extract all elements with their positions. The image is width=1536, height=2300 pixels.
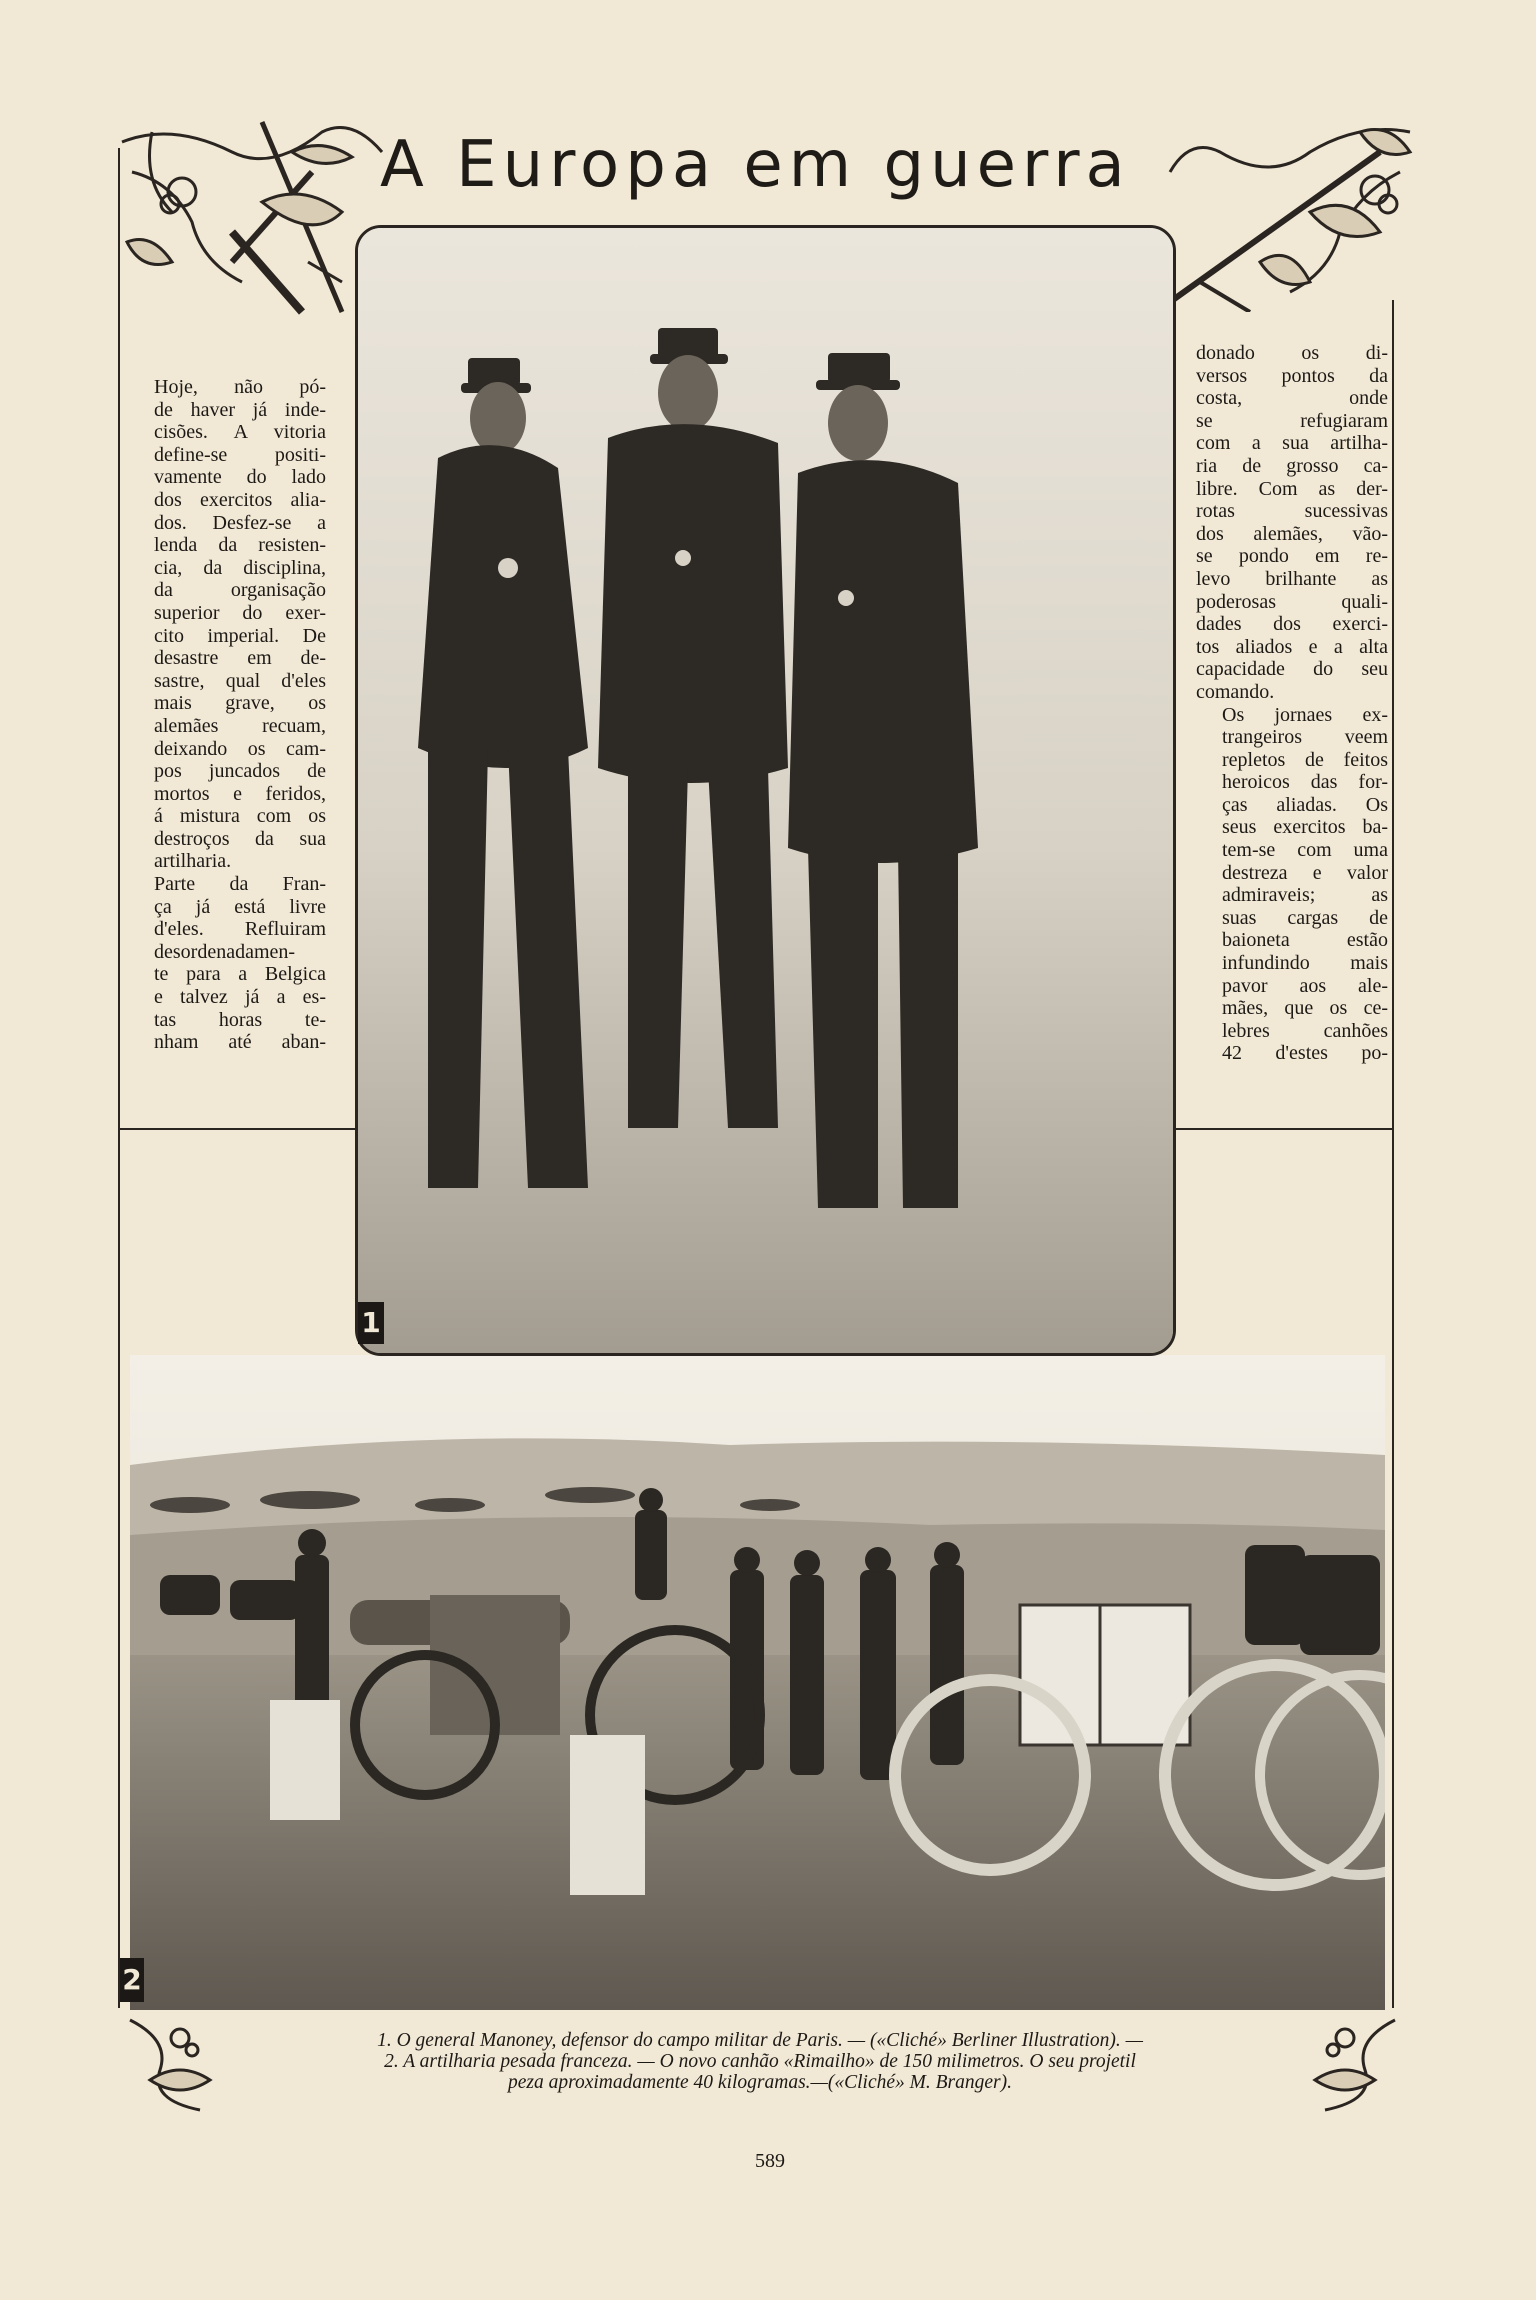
text-line: define-se positi- [154, 443, 326, 466]
text-line: com a sua artilha- [1196, 432, 1388, 455]
text-line: infundindo mais [1222, 952, 1388, 975]
artillery-photo [130, 1355, 1385, 2010]
right-paragraph-2 [1196, 704, 1388, 1066]
text-line: á mistura com os [154, 805, 326, 828]
text-line: suas cargas de [1222, 906, 1388, 929]
text-line: capacidade do seu [1196, 658, 1388, 681]
text-line: sastre, qual d'eles [154, 669, 326, 692]
text-line: ria de grosso ca- [1196, 454, 1388, 477]
text-line: vamente do lado [154, 466, 326, 489]
text-line: lebres canhões [1222, 1019, 1388, 1042]
text-line: dades dos exerci- [1196, 613, 1388, 636]
text-line: mães, que os ce- [1222, 997, 1388, 1020]
text-line: destroços da sua [154, 827, 326, 850]
frame-mid-left-rule [118, 1128, 358, 1130]
right-paragraph-1 [1196, 342, 1388, 704]
text-line: se refugiaram [1196, 409, 1388, 432]
top-right-flourish-ornament [1160, 112, 1420, 312]
text-line: se pondo em re- [1196, 545, 1388, 568]
text-line: baioneta estão [1222, 929, 1388, 952]
left-text-column [128, 376, 326, 1054]
text-line: donado os di- [1196, 342, 1388, 364]
frame-bottom-left-rule [118, 1128, 120, 2008]
text-line: superior do exer- [154, 601, 326, 624]
text-line: artilharia. [154, 850, 232, 873]
text-line: rotas sucessivas [1196, 500, 1388, 523]
text-line: nham até aban- [154, 1031, 326, 1054]
text-line: tem-se com uma [1222, 839, 1388, 862]
text-line: tas horas te- [154, 1008, 326, 1031]
text-line: Os jornaes ex- [1222, 703, 1388, 726]
text-line: mortos e feridos, [154, 782, 326, 805]
text-line: dos alemães, vão- [1196, 522, 1388, 545]
text-line: admiraveis; as [1222, 884, 1388, 907]
text-line: de haver já inde- [154, 398, 326, 421]
text-line: desastre em de- [154, 647, 326, 670]
text-line: libre. Com as der- [1196, 477, 1388, 500]
text-line: ças aliadas. Os [1222, 793, 1388, 816]
text-line: pavor aos ale- [1222, 974, 1388, 997]
text-line: d'eles. Refluiram [154, 918, 326, 941]
text-line: tos aliados e a alta [1196, 635, 1388, 658]
text-line: Hoje, não pó- [154, 376, 326, 398]
text-line: pos juncados de [154, 760, 326, 783]
text-line: trangeiros veem [1222, 726, 1388, 749]
page-number: 589 [755, 2150, 785, 2172]
text-line: versos pontos da [1196, 364, 1388, 387]
artillery-photo-illustration [130, 1355, 1385, 2010]
text-line: destreza e valor [1222, 861, 1388, 884]
text-line: da organisação [154, 579, 326, 602]
text-line: cia, da disciplina, [154, 556, 326, 579]
text-line: te para a Belgica [154, 963, 326, 986]
left-paragraph-1 [128, 376, 326, 873]
frame-mid-right-rule [1168, 1128, 1394, 1130]
generals-photo-illustration [358, 228, 1173, 1353]
caption-line-3: peza aproximadamente 40 kilogramas.—(«Cliché» M. Branger). [507, 2072, 1013, 2093]
page-title: A Europa em guerra [380, 128, 1131, 202]
photo-1-number-label: 1 [358, 1302, 384, 1344]
bottom-right-flourish-ornament [1295, 2010, 1405, 2120]
text-line: poderosas quali- [1196, 590, 1388, 613]
frame-bottom-right-rule [1392, 1128, 1394, 2008]
photo-2-number-label: 2 [120, 1958, 144, 2002]
text-line: heroicos das for- [1222, 771, 1388, 794]
caption-line-1: 1. O general Manoney, defensor do campo militar de Paris. — («Cliché» Berliner Illustration). — [377, 2030, 1143, 2051]
left-paragraph-2 [128, 873, 326, 1054]
right-text-column [1196, 342, 1388, 1065]
text-line: lenda da resisten- [154, 534, 326, 557]
text-line: costa, onde [1196, 387, 1388, 410]
text-line: seus exercitos ba- [1222, 816, 1388, 839]
text-line: deixando os cam- [154, 737, 326, 760]
text-line: mais grave, os [154, 692, 326, 715]
text-line: alemães recuam, [154, 714, 326, 737]
text-line: 42 d'estes po- [1222, 1042, 1388, 1065]
photo-caption [240, 2030, 1280, 2093]
text-line: e talvez já a es- [154, 986, 326, 1009]
text-line: cisões. A vitoria [154, 421, 326, 444]
text-line: comando. [1196, 680, 1275, 703]
caption-line-2: 2. A artilharia pesada franceza. — O novo canhão «Rimailho» de 150 milimetros. O seu projetil [384, 2051, 1136, 2072]
text-line: levo brilhante as [1196, 567, 1388, 590]
text-line: dos. Desfez-se a [154, 511, 326, 534]
generals-photo [355, 225, 1176, 1356]
bottom-left-flourish-ornament [120, 2010, 230, 2120]
text-line: cito imperial. De [154, 624, 326, 647]
text-line: dos exercitos alia- [154, 488, 326, 511]
text-line: desordenadamen- [154, 940, 296, 963]
text-line: repletos de feitos [1222, 748, 1388, 771]
text-line: ça já está livre [154, 895, 326, 918]
text-line: Parte da Fran- [154, 873, 326, 896]
